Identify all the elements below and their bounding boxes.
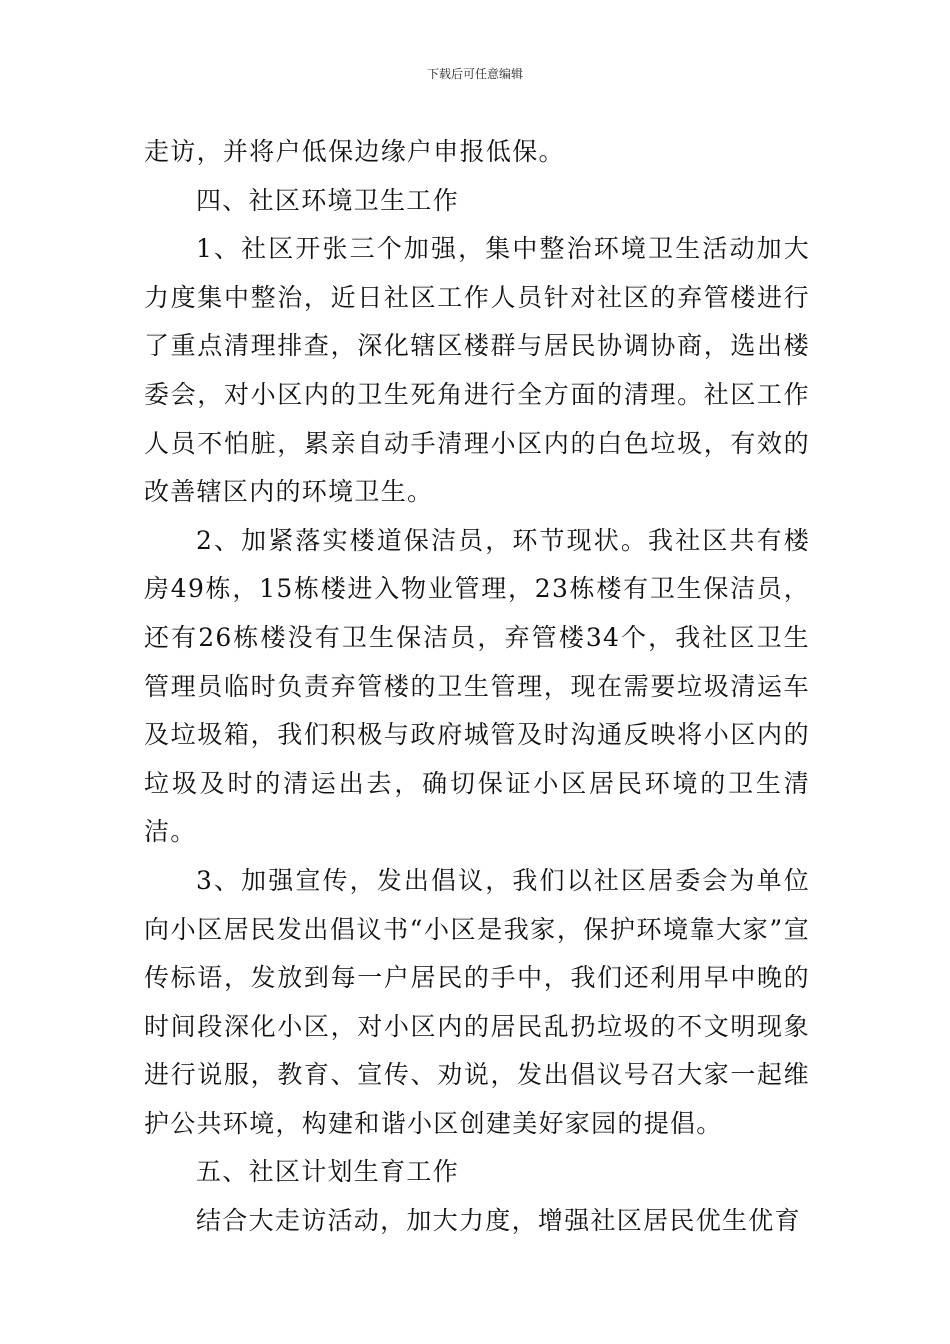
paragraph-continuation: 走访，并将户低保边缘户申报低保。	[144, 137, 565, 166]
paragraph-item-3: 3、加强宣传，发出倡议，我们以社区居委会为单位向小区居民发出倡议书“小区是我家，保护环境靠大家”宣传标语，发放到每一户居民的手中，我们还利用早中晚的时间段深化小区，对小区内的居民乱扔垃圾的不文明现象进行说服，教育、宣传、劝说，发出倡议号召大家一起维护公共环境，构建和谐小区创建美好家园的提倡。	[144, 865, 810, 1138]
section-heading-environment: 四、社区环境卫生工作	[196, 185, 460, 215]
page-header: 下载后可任意编辑	[426, 67, 523, 81]
section-heading-family-planning: 五、社区计划生育工作	[196, 1157, 460, 1187]
paragraph-family-planning: 结合大走访活动，加大力度，增强社区居民优生优育	[196, 1206, 801, 1236]
document-body	[144, 128, 810, 1246]
paragraph-item-1: 1、社区开张三个加强，集中整治环境卫生活动加大力度集中整治，近日社区工作人员针对社区的弃管楼进行了重点清理排查，深化辖区楼群与居民协调协商，选出楼委会，对小区内的卫生死角进行全方面的清理。社区工作人员不怕脏，累亲自动手清理小区内的白色垃圾，有效的改善辖区内的环境卫生。	[144, 234, 810, 507]
paragraph-item-2: 2、加紧落实楼道保洁员，环节现状。我社区共有楼房49栋，15栋楼进入物业管理，23栋楼有卫生保洁员，还有26栋楼没有卫生保洁员，弃管楼34个，我社区卫生管理员临时负责弃管楼的卫生管理，现在需要垃圾清运车及垃圾箱，我们积极与政府城管及时沟通反映将小区内的垃圾及时的清运出去，确切保证小区居民环境的卫生清洁。	[144, 525, 810, 847]
